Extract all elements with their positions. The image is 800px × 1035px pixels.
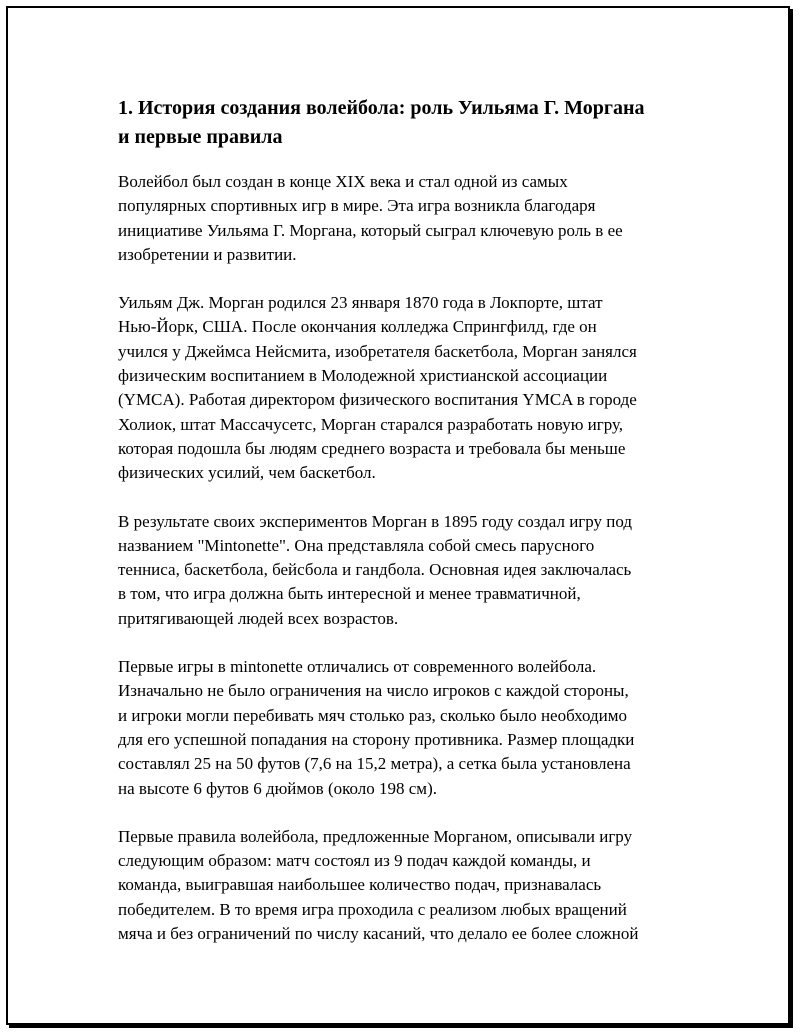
paragraph-line: В результате своих экспериментов Морган в 1895 году создал игру под (118, 511, 633, 531)
paragraph-line: Нью-Йорк, США. После окончания колледжа Спрингфилд, где он (118, 317, 597, 337)
paragraph-line: Волейбол был создан в конце XIX века и стал одной из самых (118, 172, 568, 191)
paragraph-line: учился у Джеймса Нейсмита, изобретателя баскетбола, Морган занялся (118, 341, 637, 361)
paragraph-line: Холиок, штат Массачусетс, Морган старался разработать новую игру, (118, 414, 624, 434)
paragraph-line: для его успешной попадания на сторону противника. Размер площадки (118, 729, 635, 749)
paragraph-line: физическим воспитанием в Молодежной христианской ассоциации (118, 366, 608, 386)
paragraph-line: следующим образом: матч состоял из 9 подач каждой команды, и (118, 851, 591, 871)
heading-line: 1. История создания волейбола: роль Уильяма Г. Моргана (118, 97, 645, 119)
paragraph-line: победителем. В то время игра проходила с реализом любых вращений (118, 899, 627, 919)
paragraph-line: (YMCA). Работая директором физического воспитания YMCA в городе (118, 390, 637, 410)
paragraph (118, 510, 698, 631)
paragraph-line: Первые игры в mintonette отличались от современного волейбола. (118, 657, 597, 677)
paragraph-line: составлял 25 на 50 футов (7,6 на 15,2 метра), а сетка была установлена (118, 754, 631, 774)
paragraph-line: команда, выигравшая наибольшее количество подач, признавалась (118, 875, 602, 895)
paragraph-line: Изначально не было ограничения на число игроков с каждой стороны, (118, 681, 629, 701)
paragraph (118, 655, 698, 801)
paragraph-line: Первые правила волейбола, предложенные Морганом, описывали игру (118, 826, 633, 846)
paragraph-line: популярных спортивных игр в мире. Эта игра возникла благодаря (118, 196, 596, 216)
paragraph (118, 825, 698, 946)
paragraph-line: мяча и без ограничений по числу касаний, что делало ее более сложной (118, 924, 639, 944)
paragraph-line: которая подошла бы людям среднего возраста и требовала бы меньше (118, 438, 626, 458)
paragraph-line: названием "Mintonette". Она представляла собой смесь парусного (118, 535, 595, 555)
paragraph-line: на высоте 6 футов 6 дюймов (около 198 см). (118, 778, 437, 798)
paragraph-line: изобретении и развитии. (118, 244, 297, 264)
paragraph-line: и игроки могли перебивать мяч столько раз, сколько было необходимо (118, 705, 627, 725)
section-heading (118, 94, 698, 152)
heading-line: и первые правила (118, 126, 283, 148)
paragraph (118, 170, 698, 267)
paragraph-line: физических усилий, чем баскетбол. (118, 463, 376, 483)
paragraph-line: инициативе Уильяма Г. Моргана, который сыграл ключевую роль в ее (118, 220, 623, 240)
paragraph-line: притягивающей людей всех возрастов. (118, 608, 399, 628)
paragraph-line: тенниса, баскетбола, бейсбола и гандбола. Основная идея заключалась (118, 560, 632, 580)
paragraph-line: Уильям Дж. Морган родился 23 января 1870 года в Локпорте, штат (118, 293, 603, 313)
paragraph (118, 291, 698, 485)
document-body (118, 94, 698, 970)
paragraph-line: в том, что игра должна быть интересной и менее травматичной, (118, 584, 581, 604)
